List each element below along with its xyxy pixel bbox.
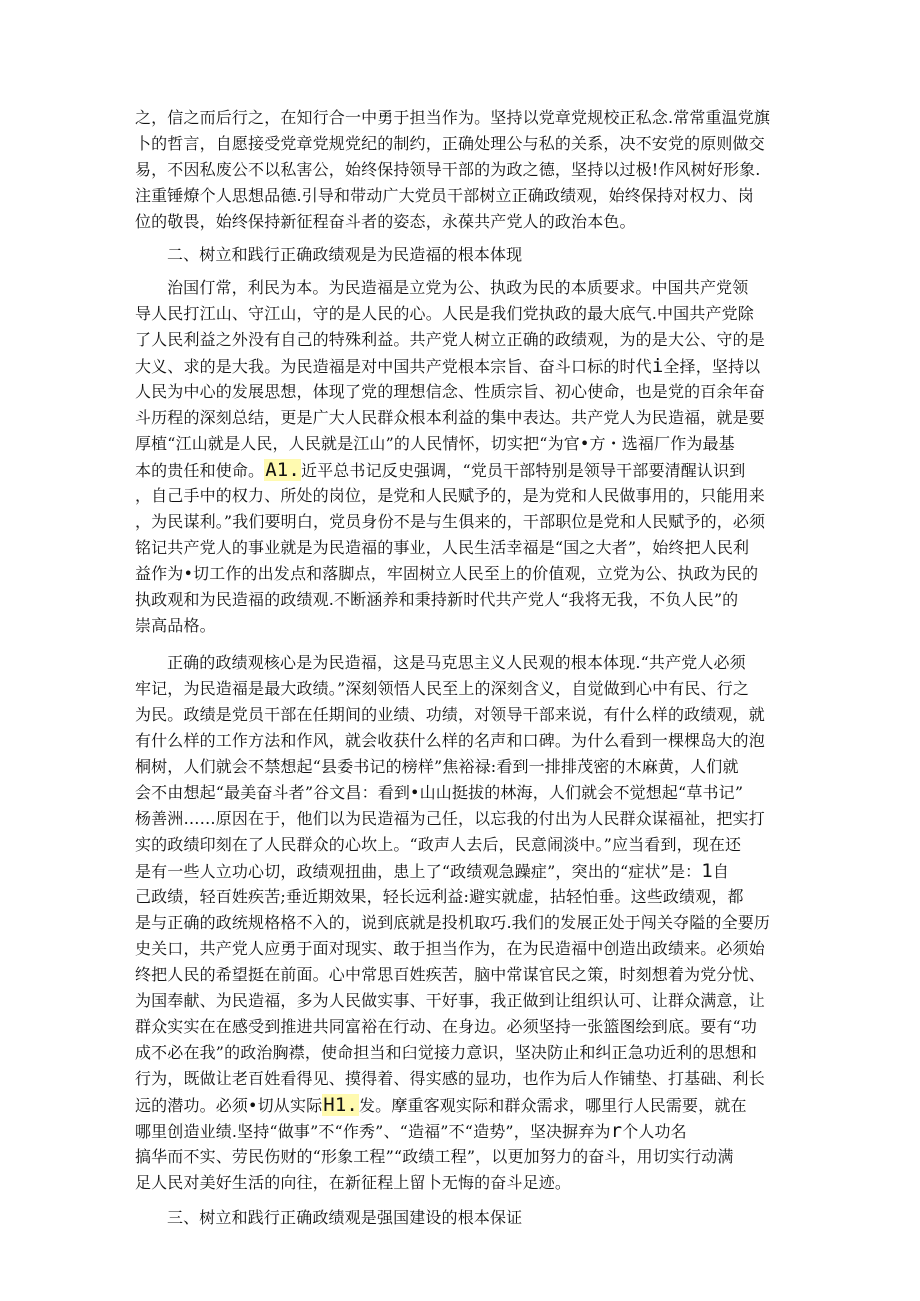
p3-line-18-text: 远的潜功。必须•切从实际 [135, 1096, 323, 1115]
p1-line-5: 位的敬畏，始终保持新征程奋斗者的姿态，永葆共产党人的政治本色。 [135, 212, 636, 231]
p2-line-4-text: 大义、求的是大我。为民造福是对中国共产党根本宗旨、奋斗口标的时代 [135, 357, 652, 376]
p3-line-15: 群众实实在在感受到推进共同富裕在行动、在身边。必须坚持一张篮图绘到底。要有“功 [135, 1017, 758, 1036]
p2-line-4-glyph: i [651, 355, 664, 377]
p3-line-9 [135, 860, 729, 883]
p2-line-2: 导人民打江山、守江山，守的是人民的心。人民是我们党执政的最大底气.中国共产党除 [135, 304, 754, 323]
p3-line-3: 为民。政绩是党员干部在任期间的业绩、功绩，对领导干部来说，有什么样的政绩观，就 [135, 705, 765, 724]
p3-line-18 [135, 1094, 747, 1117]
p3-line-16: 成不必在我”的政治胸襟，使命担当和臼觉接力意识，坚决防止和纠正急功近利的思想和 [135, 1043, 758, 1062]
p2-line-3: 了人民利益之外没有自己的特殊利益。共产党人树立正确的政绩观，为的是大公、守的是 [135, 330, 765, 349]
p1-line-1: 之，信之而后行之，在知行合一中勇于担当作为。坚持以党章党规校正私念.常常重温党旗 [135, 108, 771, 127]
p3-line-8: 实的政绩印刻在了人民群众的心坎上。“政声人去后，民意闹淡中。”应当看到，现在还 [135, 835, 742, 854]
p3-line-19 [135, 1120, 687, 1143]
highlight-mark-a1: A1. [265, 459, 300, 481]
p2-line-8 [135, 459, 745, 482]
p3-line-11: 是与正确的政统规格格不入的，说到底就是投机取巧.我们的发展正处于闯关夺隘的全要历 [135, 913, 771, 932]
p3-line-1: 正确的政绩观核心是为民造福，这是马克思主义人民观的根本体现.“共产党人必须 [167, 653, 746, 672]
p2-line-11: 铭记共产党人的事业就是为民造福的事业，人民生活幸福是“国之大者”，始终把人民利 [135, 538, 750, 557]
p3-line-21: 足人民对美好生活的向往，在新征程上留卜无悔的奋斗足迹。 [135, 1173, 572, 1192]
p3-line-5: 桐树，人们就会不禁想起“县委书记的榜样”焦裕禄:看到一排排茂密的木麻黄，人们就 [135, 757, 739, 776]
p3-line-12: 史关口，共产党人应勇于面对现实、敢于担当作为，在为民造福中创造出政绩来。必须始 [135, 939, 765, 958]
p3-line-19-text: 哪里创造业绩.坚持“做事”不“作秀”、“造福”不“造势”，坚决摒弃为 [135, 1122, 611, 1141]
p2-line-8-text: 本的贵任和使命。 [135, 461, 265, 480]
p2-line-9: ，自己手中的权力、所处的岗位，是党和人民赋予的，是为党和人民做事用的，只能用来 [135, 486, 765, 505]
p1-line-4: 注重锤燎个人思想品德.引导和带动广大党员干部树立正确政绩观，始终保持对权力、岗 [135, 186, 754, 205]
p3-line-7: 杨善洲……原因在于，他们以为民造福为己任，以忘我的付出为人民群众谋福祉，把实打 [135, 809, 765, 828]
p2-line-13: 执政观和为民造福的政绩观.不断涵养和秉持新时代共产党人“我将无我，不负人民”的 [135, 590, 739, 609]
p3-line-19-tail: 个人功名 [622, 1122, 687, 1141]
p2-line-14: 崇高品格。 [135, 616, 216, 635]
highlight-mark-h1: H1. [323, 1094, 359, 1116]
p3-line-20: 搞华而不实、劳民伤财的“形象工程”“政绩工程”，以更加努力的奋斗，用切实行动满 [135, 1147, 734, 1166]
p3-line-18-tail: 发。摩重客观实际和群众需求，哪里行人民需要，就在 [359, 1096, 747, 1115]
p2-line-4-tail: 全择，坚持以 [663, 357, 761, 376]
p2-line-1: 治国仃常，利民为本。为民造福是立党为公、执政为民的本质要求。中国共产党领 [167, 278, 749, 297]
p2-line-10: ，为民谋利。”我们要明白，党员身份不是与生俱来的，干部职位是党和人民赋予的，必须 [135, 512, 766, 531]
p3-line-4: 有什么样的工作方法和作风，就会收获什么样的名声和口碑。为什么看到一棵棵岛大的泡 [135, 731, 765, 750]
p3-line-9-glyph: 1 [701, 860, 713, 882]
p2-line-5: 人民为中心的发展思想，体现了党的理想信念、性质宗旨、初心使命，也是党的百余年奋 [135, 382, 765, 401]
p3-line-9-text: 是有一些人立功心切，政绩观扭曲，患上了“政绩观急躁症”，突出的“症状”是： [135, 862, 702, 881]
p1-line-2: 卜的哲言，自愿接受党章党规党纪的制约，正确处理公与私的关系，决不安党的原则做交 [135, 134, 765, 153]
p1-line-3: 易，不因私废公不以私害公，始终保持领导干部的为政之德，坚持以过极!作风树好形象. [135, 160, 761, 179]
p2-line-12: 益作为•切工作的出发点和落脚点，牢固树立人民至上的价值观，立党为公、执政为民的 [135, 564, 759, 583]
p2-line-6: 斗历程的深刻总结，更是广大人民群众根本利益的集中表达。共产党人为民造福，就是要 [135, 408, 765, 427]
p3-line-2: 牢记，为民造福是最大政绩。”深刻领悟人民至上的深刻含义，自觉做到心中有民、行之 [135, 679, 750, 698]
p2-line-7: 厚植“江山就是人民，人民就是江山”的人民情怀，切实把“为官•方・选福厂作为最基 [135, 434, 735, 453]
p3-line-10: 己政绩，轻百姓疾苦;垂近期效果，轻长远利益:避实就虚，拈轻怕垂。这些政绩观，都 [135, 887, 744, 906]
p3-line-19-glyph: r [610, 1120, 623, 1142]
p3-line-14: 为国奉献、为民造福，多为人民做实事、干好事，我正做到让组织认可、让群众满意，让 [135, 991, 765, 1010]
p2-line-8-tail: 近平总书记反史强调，“党员干部特别是领导干部要清醒认识到 [300, 461, 746, 480]
section-heading-2: 二、树立和践行正确政绩观是为民造福的根本体现 [167, 245, 523, 264]
p3-line-9-tail: 自 [712, 862, 730, 881]
p3-line-6: 会不由想起“最美奋斗者”谷文昌：看到•山山挺拔的林海，人们就会不觉想起“草书记” [135, 783, 744, 802]
p2-line-4 [135, 355, 760, 378]
p3-line-13: 终把人民的希望挺在前面。心中常思百姓疾苦，脑中常谋官民之策，时刻想着为党分忧、 [135, 965, 765, 984]
section-heading-3: 三、树立和践行正确政绩观是强国建设的根本保证 [167, 1208, 523, 1227]
p3-line-17: 行为，既做让老百姓看得见、摸得着、得实感的显功，也作为后人作铺垫、打基础、利长 [135, 1069, 765, 1088]
